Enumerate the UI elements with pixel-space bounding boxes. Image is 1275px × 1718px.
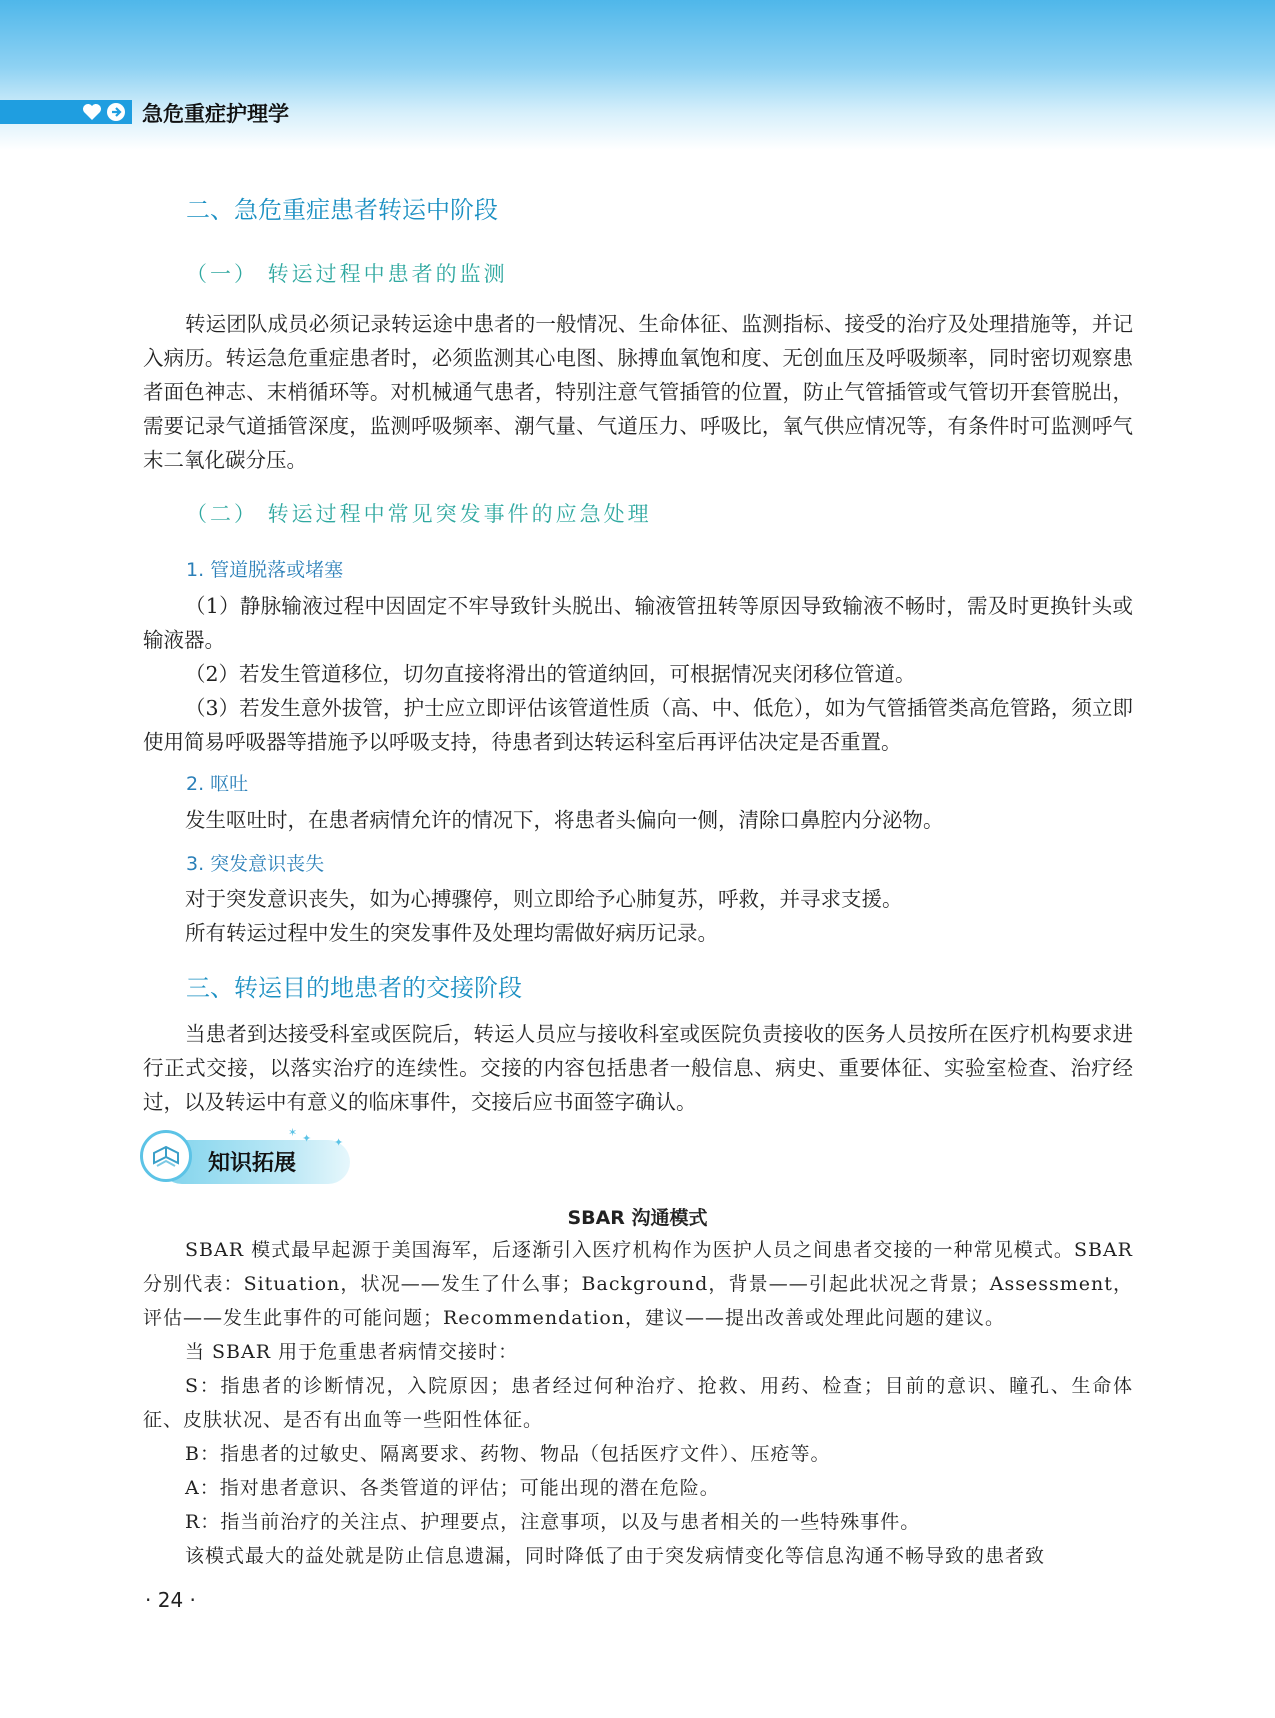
- sbar-benefit-paragraph: 该模式最大的益处就是防止信息遗漏，同时降低了由于突发病情变化等信息沟通不畅导致的患者致: [185, 1545, 1046, 1567]
- item-1-paragraph-1: （1）静脉输液过程中因固定不牢导致针头脱出、输液管扭转等原因导致输液不畅时，需及时更换针头或输液器。: [143, 594, 1133, 652]
- section-3-heading: 三、转运目的地患者的交接阶段: [186, 974, 522, 1002]
- book-icon: [143, 1133, 189, 1179]
- sbar-s-paragraph: S：指患者的诊断情况，入院原因；患者经过何种治疗、抢救、用药、检查；目前的意识、瞳孔、生命体征、皮肤状况、是否有出血等一些阳性体征。: [143, 1375, 1133, 1431]
- badge-circle: [140, 1130, 192, 1182]
- header-bar: [0, 100, 132, 124]
- item-1-paragraph-3: （3）若发生意外拔管，护士应立即评估该管道性质（高、中、低危），如为气管插管类高危管路，须立即使用简易呼吸器等措施予以呼吸支持，待患者到达转运科室后再评估决定是否重置。: [143, 696, 1133, 754]
- book-title: 急危重症护理学: [142, 102, 289, 126]
- item-3-heading: 3. 突发意识丧失: [186, 853, 325, 875]
- badge-label: 知识拓展: [208, 1151, 297, 1176]
- item-1-paragraph-2: （2）若发生管道移位，切勿直接将滑出的管道纳回，可根据情况夹闭移位管道。: [185, 662, 916, 686]
- sbar-intro-paragraph: SBAR 模式最早起源于美国海军，后逐渐引入医疗机构作为医护人员之间患者交接的一种常见模式。SBAR 分别代表：Situation，状况——发生了什么事；Background，背景——引起此状况之背景；Assessment，评估——发生此事件的可能问题；Recommendation，建议——提出改善或处理此问题的建议。: [143, 1239, 1133, 1329]
- star-icon: ✶: [288, 1126, 298, 1139]
- subsection-2-heading: （二） 转运过程中常见突发事件的应急处理: [186, 502, 652, 526]
- item-2-paragraph: 发生呕吐时，在患者病情允许的情况下，将患者头偏向一侧，清除口鼻腔内分泌物。: [185, 808, 944, 832]
- page-number: · 24 ·: [145, 1588, 196, 1612]
- star-icon: ✦: [334, 1136, 344, 1149]
- item-3-paragraph-2: 所有转运过程中发生的突发事件及处理均需做好病历记录。: [185, 921, 718, 945]
- subsection-1-heading: （一） 转运过程中患者的监测: [186, 262, 508, 286]
- star-icon: ✦: [302, 1132, 312, 1145]
- sbar-usage-line: 当 SBAR 用于危重患者病情交接时：: [185, 1341, 519, 1363]
- item-2-heading: 2. 呕吐: [186, 773, 249, 795]
- item-3-paragraph-1: 对于突发意识丧失，如为心搏骤停，则立即给予心肺复苏，呼救，并寻求支援。: [185, 887, 903, 911]
- monitoring-paragraph: 转运团队成员必须记录转运途中患者的一般情况、生命体征、监测指标、接受的治疗及处理措施等，并记入病历。转运急危重症患者时，必须监测其心电图、脉搏血氧饱和度、无创血压及呼吸频率，同时密切观察患者面色神志、末梢循环等。对机械通气患者，特别注意气管插管的位置，防止气管插管或气管切开套管脱出，需要记录气道插管深度，监测呼吸频率、潮气量、气道压力、呼吸比，氧气供应情况等，有条件时可监测呼气末二氧化碳分压。: [143, 312, 1133, 472]
- knowledge-extension-badge: [140, 1126, 360, 1190]
- arrow-right-icon: [106, 102, 126, 122]
- handover-paragraph: 当患者到达接受科室或医院后，转运人员应与接收科室或医院负责接收的医务人员按所在医疗机构要求进行正式交接，以落实治疗的连续性。交接的内容包括患者一般信息、病史、重要体征、实验室检查、治疗经过，以及转运中有意义的临床事件，交接后应书面签字确认。: [143, 1022, 1133, 1114]
- section-2-heading: 二、急危重症患者转运中阶段: [186, 196, 498, 224]
- sbar-b-paragraph: B：指患者的过敏史、隔离要求、药物、物品（包括医疗文件）、压疮等。: [185, 1443, 831, 1465]
- heart-icon: [82, 103, 102, 121]
- sbar-r-paragraph: R：指当前治疗的关注点、护理要点，注意事项，以及与患者相关的一些特殊事件。: [185, 1511, 921, 1533]
- item-1-heading: 1. 管道脱落或堵塞: [186, 559, 344, 581]
- sbar-title: SBAR 沟通模式: [567, 1207, 708, 1229]
- sbar-a-paragraph: A：指对患者意识、各类管道的评估；可能出现的潜在危险。: [185, 1477, 720, 1499]
